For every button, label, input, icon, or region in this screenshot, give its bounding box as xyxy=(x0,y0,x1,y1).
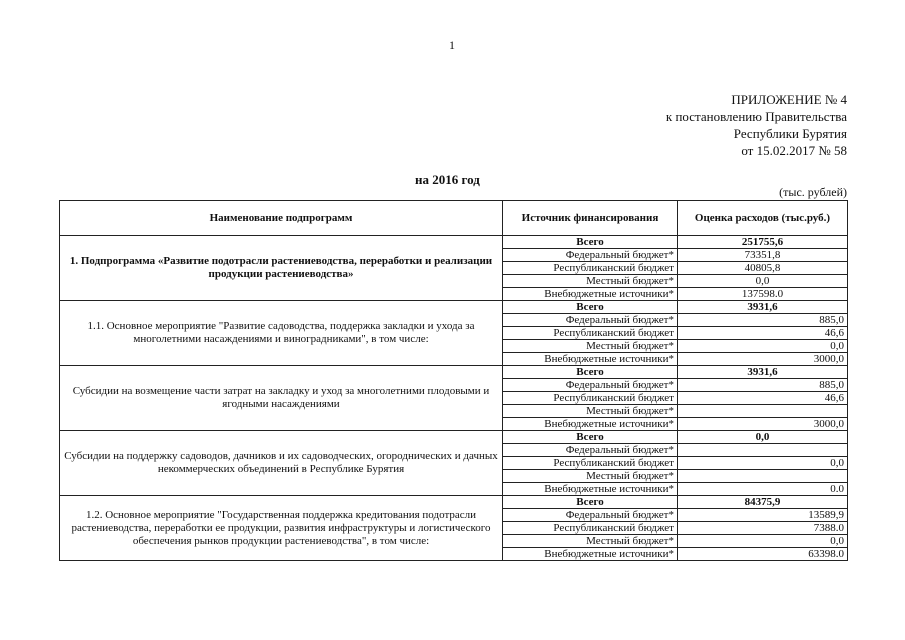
funding-source-cell: Республиканский бюджет xyxy=(503,327,678,340)
program-name-cell: 1.1. Основное мероприятие "Развитие садоводства, поддержка закладки и ухода за многолетними насаждениями и виноградниками", в том числе: xyxy=(60,301,503,366)
estimate-value-cell: 3000,0 xyxy=(678,353,848,366)
funding-source-cell: Местный бюджет* xyxy=(503,275,678,288)
appendix-line: Республики Бурятия xyxy=(733,126,847,141)
page-number: 1 xyxy=(449,38,455,52)
estimate-value-cell: 885,0 xyxy=(678,314,848,327)
funding-source-cell: Республиканский бюджет xyxy=(503,457,678,470)
estimate-value-cell: 3931,6 xyxy=(678,366,848,379)
estimate-value-cell: 13589,9 xyxy=(678,509,848,522)
funding-source-cell: Внебюджетные источники* xyxy=(503,548,678,561)
appendix-header xyxy=(666,91,847,159)
estimate-value-cell: 63398.0 xyxy=(678,548,848,561)
header-source: Источник финансирования xyxy=(503,201,678,236)
estimate-value-cell: 46,6 xyxy=(678,327,848,340)
funding-source-cell: Федеральный бюджет* xyxy=(503,314,678,327)
units-label: (тыс. рублей) xyxy=(779,185,847,199)
estimate-value-cell: 3000,0 xyxy=(678,418,848,431)
program-name-cell: Субсидии на возмещение части затрат на закладку и уход за многолетними плодовыми и ягодными насаждениями xyxy=(60,366,503,431)
estimate-value-cell xyxy=(678,444,848,457)
estimate-value-cell: 3931,6 xyxy=(678,301,848,314)
funding-source-cell: Местный бюджет* xyxy=(503,470,678,483)
funding-source-cell: Республиканский бюджет xyxy=(503,522,678,535)
program-name-cell: 1. Подпрограмма «Развитие подотрасли растениеводства, переработки и реализации продукции растениеводства» xyxy=(60,236,503,301)
program-name-cell: 1.2. Основное мероприятие "Государственная поддержка кредитования подотрасли растениеводства, переработки ее продукции, развития инфраструктуры и логистического обеспечения рынков продукции растениеводства", в том числе: xyxy=(60,496,503,561)
funding-source-cell: Внебюджетные источники* xyxy=(503,418,678,431)
funding-source-cell: Всего xyxy=(503,431,678,444)
appendix-line: к постановлению Правительства xyxy=(665,109,847,124)
funding-source-cell: Внебюджетные источники* xyxy=(503,353,678,366)
funding-source-cell: Всего xyxy=(503,496,678,509)
budget-table xyxy=(59,200,848,561)
funding-source-cell: Внебюджетные источники* xyxy=(503,483,678,496)
estimate-value-cell: 73351,8 xyxy=(678,249,848,262)
estimate-value-cell: 0,0 xyxy=(678,535,848,548)
program-name-cell: Субсидии на поддержку садоводов, дачников и их садоводческих, огороднических и дачных некоммерческих объединений в Республике Бурятия xyxy=(60,431,503,496)
estimate-value-cell: 0,0 xyxy=(678,275,848,288)
appendix-line: ПРИЛОЖЕНИЕ № 4 xyxy=(731,92,847,107)
estimate-value-cell: 40805,8 xyxy=(678,262,848,275)
header-estimate: Оценка расходов (тыс.руб.) xyxy=(678,201,848,236)
estimate-value-cell xyxy=(678,470,848,483)
funding-source-cell: Республиканский бюджет xyxy=(503,392,678,405)
table-body xyxy=(60,236,848,561)
funding-source-cell: Местный бюджет* xyxy=(503,340,678,353)
estimate-value-cell: 84375,9 xyxy=(678,496,848,509)
funding-source-cell: Всего xyxy=(503,301,678,314)
estimate-value-cell: 46,6 xyxy=(678,392,848,405)
funding-source-cell: Федеральный бюджет* xyxy=(503,509,678,522)
funding-source-cell: Федеральный бюджет* xyxy=(503,444,678,457)
appendix-line: от 15.02.2017 № 58 xyxy=(741,143,847,158)
estimate-value-cell: 137598.0 xyxy=(678,288,848,301)
table-row xyxy=(60,431,848,444)
funding-source-cell: Местный бюджет* xyxy=(503,535,678,548)
estimate-value-cell: 885,0 xyxy=(678,379,848,392)
estimate-value-cell xyxy=(678,405,848,418)
estimate-value-cell: 7388.0 xyxy=(678,522,848,535)
table-row xyxy=(60,236,848,249)
estimate-value-cell: 0,0 xyxy=(678,431,848,444)
funding-source-cell: Республиканский бюджет xyxy=(503,262,678,275)
table-row xyxy=(60,301,848,314)
table-row xyxy=(60,496,848,509)
year-title: на 2016 год xyxy=(415,172,480,187)
estimate-value-cell: 0,0 xyxy=(678,457,848,470)
header-name: Наименование подпрограмм xyxy=(60,201,503,236)
estimate-value-cell: 0,0 xyxy=(678,340,848,353)
funding-source-cell: Местный бюджет* xyxy=(503,405,678,418)
funding-source-cell: Федеральный бюджет* xyxy=(503,379,678,392)
funding-source-cell: Всего xyxy=(503,236,678,249)
funding-source-cell: Федеральный бюджет* xyxy=(503,249,678,262)
funding-source-cell: Всего xyxy=(503,366,678,379)
estimate-value-cell: 251755,6 xyxy=(678,236,848,249)
table-row xyxy=(60,366,848,379)
funding-source-cell: Внебюджетные источники* xyxy=(503,288,678,301)
table-header-row xyxy=(60,201,848,236)
estimate-value-cell: 0.0 xyxy=(678,483,848,496)
